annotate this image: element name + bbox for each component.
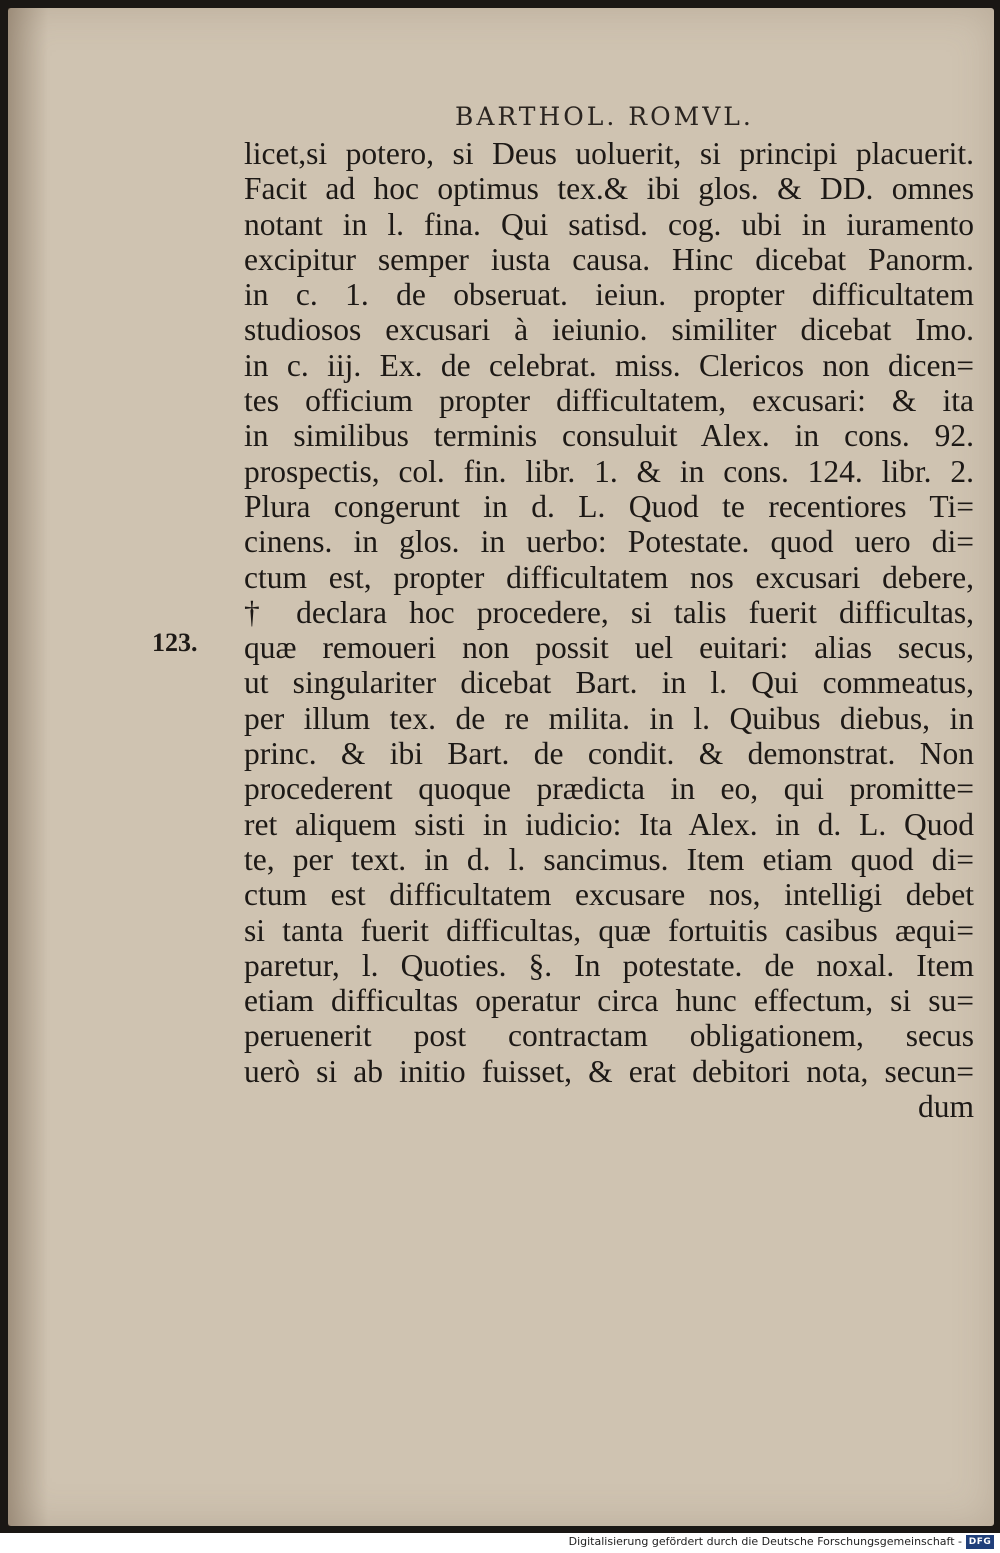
text-line: procederent quoque prædicta in eo, qui promitte= <box>244 771 974 807</box>
text-line: ret aliquem sisti in iudicio: Ita Alex. in d. L. Quod <box>244 806 974 842</box>
text-line: uerò si ab initio fuisset, & erat debitori nota, secun= <box>244 1053 974 1089</box>
running-head: BARTHOL. ROMVL. <box>455 102 754 131</box>
text-line: Facit ad hoc optimus tex.& ibi glos. & DD. omnes <box>244 171 974 207</box>
text-line: prospectis, col. fin. libr. 1. & in cons. 124. libr. 2. <box>244 453 974 489</box>
text-line: princ. & ibi Bart. de condit. & demonstrat. Non <box>244 736 974 772</box>
funding-credit: Digitalisierung gefördert durch die Deutsche Forschungsgemeinschaft - <box>568 1535 962 1548</box>
text-line: † declara hoc procedere, si talis fuerit difficultas, <box>244 594 974 630</box>
text-line: tes officium propter difficultatem, excusari: & ita <box>244 383 974 419</box>
text-line: notant in l. fina. Qui satisd. cog. ubi in iuramento <box>244 206 974 242</box>
text-line: licet,si potero, si Deus uoluerit, si principi placuerit. <box>244 136 974 171</box>
text-line: per illum tex. de re milita. in l. Quibus diebus, in <box>244 700 974 736</box>
text-line: Plura congerunt in d. L. Quod te recentiores Ti= <box>244 488 974 524</box>
page-gutter-shadow <box>8 8 48 1526</box>
text-line: in similibus terminis consuluit Alex. in cons. 92. <box>244 418 974 454</box>
digitization-footer <box>0 1533 1000 1553</box>
text-line: in c. iij. Ex. de celebrat. miss. Clericos non dicen= <box>244 347 974 383</box>
catchword: dum <box>917 1089 974 1125</box>
dfg-logo: DFG <box>966 1535 994 1549</box>
text-line: ctum est, propter difficultatem nos excusari debere, <box>244 559 974 595</box>
text-line: ctum est difficultatem excusare nos, intelligi debet <box>244 877 974 913</box>
body-text <box>244 136 974 1124</box>
margin-note-number: 123. <box>152 628 198 657</box>
text-line: in c. 1. de obseruat. ieiun. propter difficultatem <box>244 277 974 313</box>
text-line: excipitur semper iusta causa. Hinc dicebat Panorm. <box>244 241 974 277</box>
text-line: etiam difficultas operatur circa hunc effectum, si su= <box>244 983 974 1019</box>
text-line: quæ remoueri non possit uel euitari: alias secus, <box>244 630 974 666</box>
text-line: cinens. in glos. in uerbo: Potestate. quod uero di= <box>244 524 974 560</box>
text-line: si tanta fuerit difficultas, quæ fortuitis casibus æqui= <box>244 912 974 948</box>
text-line: te, per text. in d. l. sancimus. Item etiam quod di= <box>244 841 974 877</box>
text-line: paretur, l. Quoties. §. In potestate. de noxal. Item <box>244 947 974 983</box>
text-line: studiosos excusari à ieiunio. similiter dicebat Imo. <box>244 312 974 348</box>
text-line: peruenerit post contractam obligationem, secus <box>244 1018 974 1054</box>
text-line: ut singulariter dicebat Bart. in l. Qui commeatus, <box>244 665 974 701</box>
